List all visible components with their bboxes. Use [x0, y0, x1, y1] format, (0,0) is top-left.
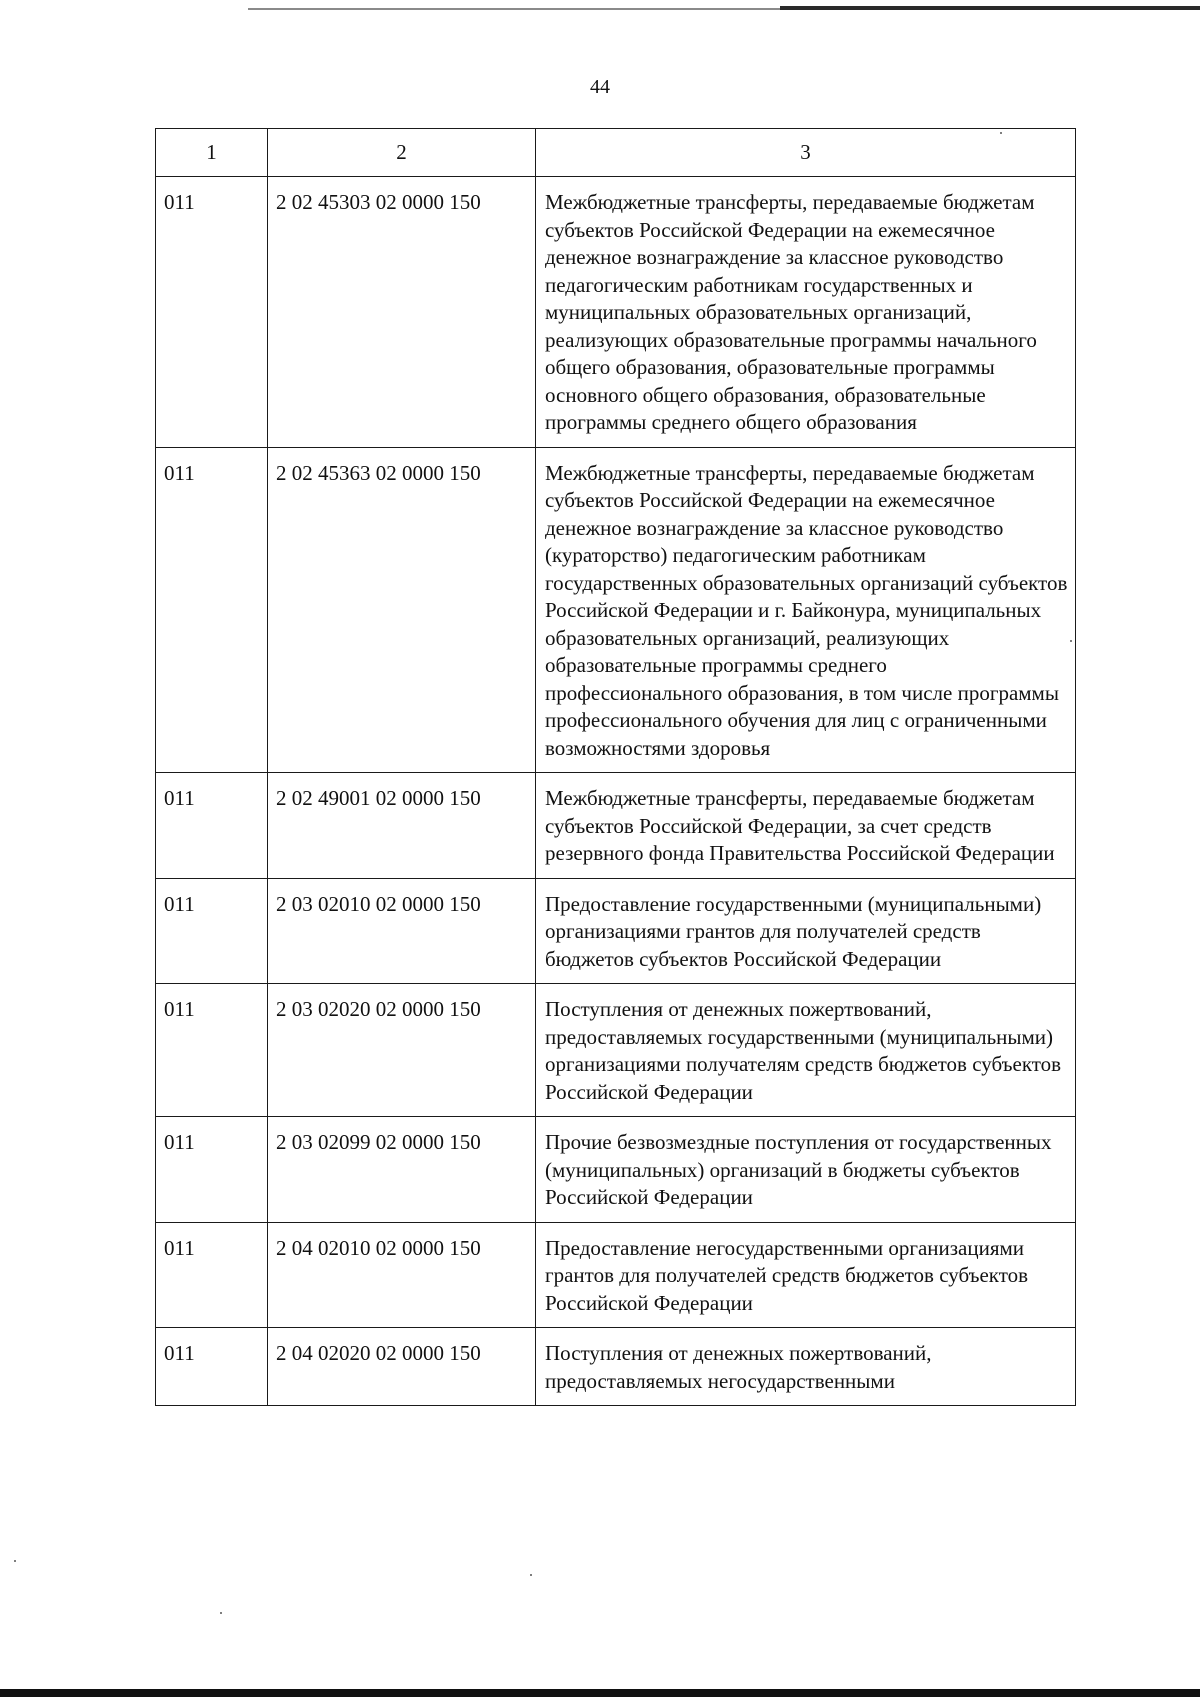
page-number: 44	[590, 76, 610, 98]
admin-code-cell: 011	[156, 878, 268, 984]
scan-edge-bottom	[0, 1689, 1200, 1697]
description-cell: Поступления от денежных пожертвований, предоставляемых государственными (муниципальными) организациями получателям средств бюджетов субъектов Российской Федерации	[536, 984, 1076, 1117]
description-cell: Прочие безвозмездные поступления от государственных (муниципальных) организаций в бюджеты субъектов Российской Федерации	[536, 1117, 1076, 1223]
kbk-code-cell: 2 03 02020 02 0000 150	[268, 984, 536, 1117]
kbk-code-cell: 2 03 02099 02 0000 150	[268, 1117, 536, 1223]
description-cell: Поступления от денежных пожертвований, предоставляемых негосударственными	[536, 1328, 1076, 1406]
admin-code-cell: 011	[156, 984, 268, 1117]
kbk-code-cell: 2 04 02020 02 0000 150	[268, 1328, 536, 1406]
table-row	[156, 1328, 1076, 1406]
scan-speck	[14, 1560, 16, 1562]
scan-speck	[220, 1612, 222, 1614]
admin-code-cell: 011	[156, 1222, 268, 1328]
description-cell: Предоставление негосударственными организациями грантов для получателей средств бюджетов субъектов Российской Федерации	[536, 1222, 1076, 1328]
table-row	[156, 878, 1076, 984]
budget-code-table	[155, 128, 1076, 1406]
kbk-code-cell: 2 03 02010 02 0000 150	[268, 878, 536, 984]
description-cell: Межбюджетные трансферты, передаваемые бюджетам субъектов Российской Федерации на ежемесячное денежное вознаграждение за классное руководство педагогическим работникам государственных и муниципальных образовательных организаций, реализующих образовательные программы начального общего образования, образовательные программы основного общего образования, образовательные программы среднего общего образования	[536, 177, 1076, 448]
scan-speck	[530, 1574, 532, 1576]
kbk-code-cell: 2 02 49001 02 0000 150	[268, 773, 536, 879]
description-cell: Межбюджетные трансферты, передаваемые бюджетам субъектов Российской Федерации, за счет средств резервного фонда Правительства Российской Федерации	[536, 773, 1076, 879]
column-header-3: 3	[536, 129, 1076, 177]
admin-code-cell: 011	[156, 177, 268, 448]
table-header-row	[156, 129, 1076, 177]
table-row	[156, 773, 1076, 879]
admin-code-cell: 011	[156, 773, 268, 879]
table-row	[156, 1117, 1076, 1223]
kbk-code-cell: 2 02 45363 02 0000 150	[268, 447, 536, 773]
admin-code-cell: 011	[156, 1117, 268, 1223]
kbk-code-cell: 2 04 02010 02 0000 150	[268, 1222, 536, 1328]
table-row	[156, 447, 1076, 773]
admin-code-cell: 011	[156, 447, 268, 773]
column-header-1: 1	[156, 129, 268, 177]
column-header-2: 2	[268, 129, 536, 177]
table-row	[156, 1222, 1076, 1328]
description-cell: Предоставление государственными (муниципальными) организациями грантов для получателей средств бюджетов субъектов Российской Федерации	[536, 878, 1076, 984]
table-row	[156, 177, 1076, 448]
table-row	[156, 984, 1076, 1117]
admin-code-cell: 011	[156, 1328, 268, 1406]
scan-edge-top-dark	[780, 6, 1200, 10]
description-cell: Межбюджетные трансферты, передаваемые бюджетам субъектов Российской Федерации на ежемесячное денежное вознаграждение за классное руководство (кураторство) педагогическим работникам государственных образовательных организаций субъектов Российской Федерации и г. Байконура, муниципальных образовательных организаций, реализующих образовательные программы среднего профессионального образования, в том числе программы профессионального обучения для лиц с ограниченными возможностями здоровья	[536, 447, 1076, 773]
kbk-code-cell: 2 02 45303 02 0000 150	[268, 177, 536, 448]
